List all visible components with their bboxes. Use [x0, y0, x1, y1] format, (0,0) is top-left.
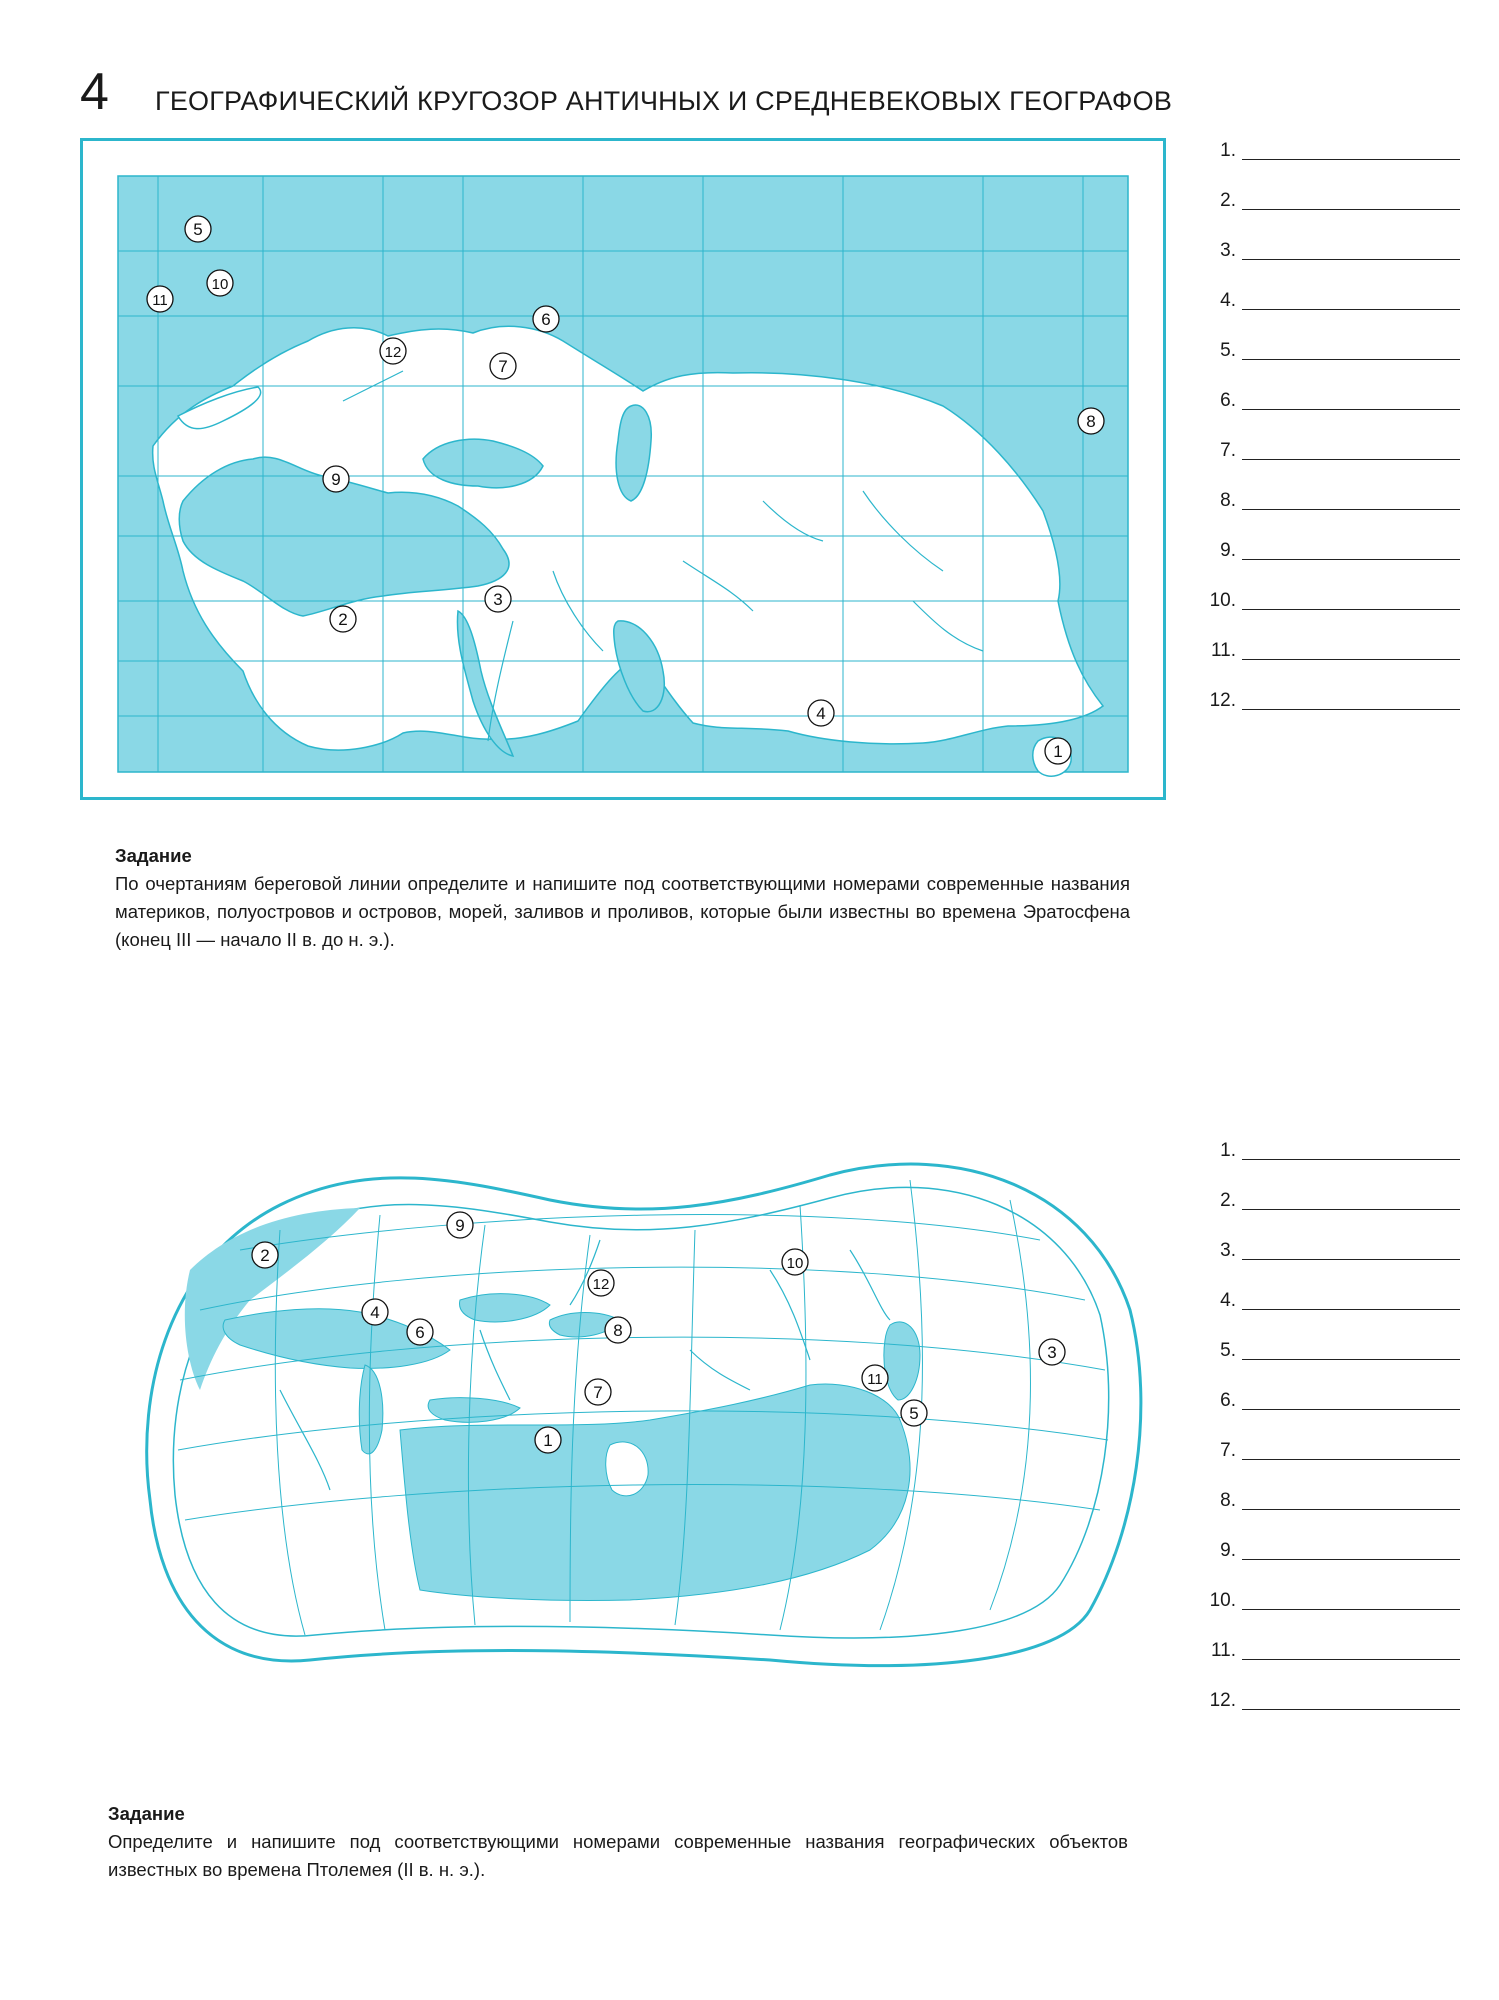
answer1-row-7: 7.: [1200, 440, 1460, 470]
map1-marker-12: [380, 338, 406, 364]
answer2-row-1: 1.: [1200, 1140, 1460, 1170]
svg-text:6: 6: [541, 310, 551, 329]
svg-text:4: 4: [370, 1303, 380, 1322]
answer2-row-6: 6.: [1200, 1390, 1460, 1420]
answer1-row-8: 8.: [1200, 490, 1460, 520]
svg-text:5: 5: [193, 220, 203, 239]
map1-marker-8: [1078, 408, 1104, 434]
svg-text:3: 3: [1047, 1343, 1057, 1362]
task1-text: По очертаниям береговой линии определите и напишите под соответствующими номерами современные названия материков, полуостровов и островов, морей, заливов и проливов, которые были известны во времена Эратосфена (конец III — начало II в. до н. э.).: [115, 873, 1130, 950]
svg-text:9: 9: [455, 1216, 465, 1235]
answer-line[interactable]: [1242, 409, 1460, 410]
answer-line[interactable]: [1242, 1609, 1460, 1610]
map2-marker-10: [782, 1249, 808, 1275]
answer-line[interactable]: [1242, 1459, 1460, 1460]
answer2-row-12: 12.: [1200, 1690, 1460, 1720]
answer-line[interactable]: [1242, 1259, 1460, 1260]
ptolemy-map-svg: [130, 1130, 1150, 1680]
answer1-row-6: 6.: [1200, 390, 1460, 420]
map1-marker-6: [533, 306, 559, 332]
eratosthenes-map: [80, 138, 1166, 800]
map2-marker-4: [362, 1299, 388, 1325]
map2-marker-9: [447, 1212, 473, 1238]
answer-line[interactable]: [1242, 509, 1460, 510]
answer-line[interactable]: [1242, 1659, 1460, 1660]
map2-marker-3: [1039, 1339, 1065, 1365]
answer1-row-9: 9.: [1200, 540, 1460, 570]
map2-marker-1: [535, 1427, 561, 1453]
answer-line[interactable]: [1242, 209, 1460, 210]
answer2-row-5: 5.: [1200, 1340, 1460, 1370]
answer-line[interactable]: [1242, 1409, 1460, 1410]
svg-text:12: 12: [592, 1276, 610, 1293]
answer1-row-10: 10.: [1200, 590, 1460, 620]
task2-heading: Задание: [108, 1803, 185, 1824]
answer-line[interactable]: [1242, 359, 1460, 360]
map1-marker-4: [808, 700, 834, 726]
map1-marker-11: [147, 286, 173, 312]
map2-marker-8: [605, 1317, 631, 1343]
page-number: 4: [80, 63, 109, 121]
map2-marker-11: [862, 1365, 888, 1391]
svg-text:11: 11: [152, 292, 168, 309]
svg-text:9: 9: [331, 470, 341, 489]
answer-line[interactable]: [1242, 459, 1460, 460]
answer2-row-3: 3.: [1200, 1240, 1460, 1270]
answer1-row-1: 1.: [1200, 140, 1460, 170]
task1: [115, 842, 1130, 954]
map1-marker-5: [185, 216, 211, 242]
answer-line[interactable]: [1242, 1209, 1460, 1210]
answer-line[interactable]: [1242, 559, 1460, 560]
map1-marker-9: [323, 466, 349, 492]
answer-line[interactable]: [1242, 1509, 1460, 1510]
svg-text:1: 1: [543, 1431, 553, 1450]
eratosthenes-map-svg: [83, 141, 1163, 797]
answer2-row-11: 11.: [1200, 1640, 1460, 1670]
svg-text:1: 1: [1053, 742, 1063, 761]
task2: [108, 1800, 1128, 1884]
answer2-row-4: 4.: [1200, 1290, 1460, 1320]
answer2-row-2: 2.: [1200, 1190, 1460, 1220]
answer2-row-8: 8.: [1200, 1490, 1460, 1520]
svg-text:8: 8: [1086, 412, 1096, 431]
svg-text:2: 2: [260, 1246, 270, 1265]
answer-line[interactable]: [1242, 259, 1460, 260]
svg-text:6: 6: [415, 1323, 425, 1342]
ptolemy-map: [130, 1130, 1150, 1680]
answer1-row-12: 12.: [1200, 690, 1460, 720]
svg-text:7: 7: [498, 357, 508, 376]
answer1-row-3: 3.: [1200, 240, 1460, 270]
map1-marker-3: [485, 586, 511, 612]
svg-text:5: 5: [909, 1404, 919, 1423]
answer2-row-7: 7.: [1200, 1440, 1460, 1470]
answer-line[interactable]: [1242, 1359, 1460, 1360]
svg-text:7: 7: [593, 1383, 603, 1402]
answer-line[interactable]: [1242, 1309, 1460, 1310]
answer1-row-11: 11.: [1200, 640, 1460, 670]
svg-text:10: 10: [786, 1255, 804, 1272]
answer-line[interactable]: [1242, 1709, 1460, 1710]
svg-text:8: 8: [613, 1321, 623, 1340]
svg-text:4: 4: [816, 704, 826, 723]
answer-line[interactable]: [1242, 659, 1460, 660]
map2-marker-5: [901, 1400, 927, 1426]
answer1-row-2: 2.: [1200, 190, 1460, 220]
svg-text:2: 2: [338, 610, 348, 629]
answer-line[interactable]: [1242, 159, 1460, 160]
map1-marker-1: [1045, 738, 1071, 764]
answer2-row-10: 10.: [1200, 1590, 1460, 1620]
answer-line[interactable]: [1242, 609, 1460, 610]
svg-text:11: 11: [867, 1371, 883, 1388]
map1-marker-7: [490, 353, 516, 379]
svg-text:12: 12: [384, 344, 402, 361]
answer-line[interactable]: [1242, 309, 1460, 310]
answer1-row-4: 4.: [1200, 290, 1460, 320]
answer-line[interactable]: [1242, 1559, 1460, 1560]
map2-marker-7: [585, 1379, 611, 1405]
page-title: ГЕОГРАФИЧЕСКИЙ КРУГОЗОР АНТИЧНЫХ И СРЕДНЕВЕКОВЫХ ГЕОГРАФОВ: [155, 86, 1173, 116]
task2-text: Определите и напишите под соответствующими номерами современные названия географических объектов известных во времена Птолемея (II в. н. э.).: [108, 1831, 1128, 1880]
map2-marker-12: [588, 1270, 614, 1296]
answer-line[interactable]: [1242, 1159, 1460, 1160]
answer1-row-5: 5.: [1200, 340, 1460, 370]
answer2-row-9: 9.: [1200, 1540, 1460, 1570]
map2-marker-6: [407, 1319, 433, 1345]
svg-text:3: 3: [493, 590, 503, 609]
map1-marker-10: [207, 270, 233, 296]
map1-marker-2: [330, 606, 356, 632]
answer-line[interactable]: [1242, 709, 1460, 710]
svg-text:10: 10: [211, 276, 229, 293]
map2-marker-2: [252, 1242, 278, 1268]
task1-heading: Задание: [115, 845, 192, 866]
